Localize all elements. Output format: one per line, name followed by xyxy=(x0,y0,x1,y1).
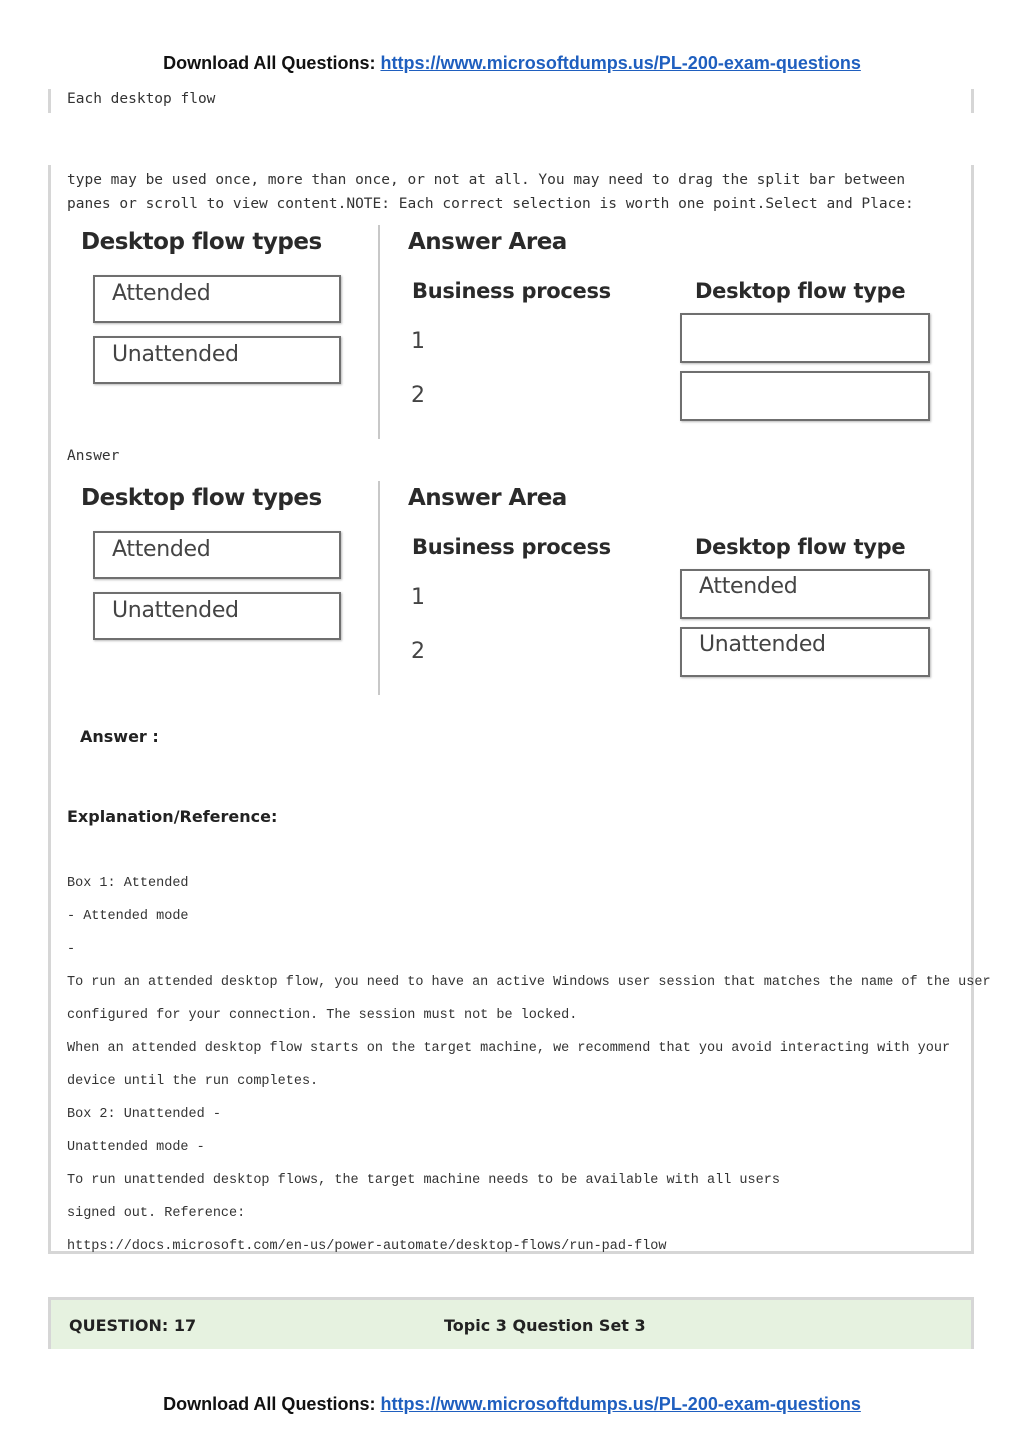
explanation-line: Unattended mode - xyxy=(67,1140,205,1155)
process-row-1: 1 xyxy=(411,585,425,610)
intro-line-2: panes or scroll to view content.NOTE: Each correct selection is worth one point.Select and Place: xyxy=(67,196,914,212)
explanation-line: - xyxy=(67,942,76,957)
split-bar[interactable] xyxy=(378,225,380,439)
split-bar xyxy=(378,481,380,695)
explanation-text xyxy=(67,867,991,1263)
process-row-2: 2 xyxy=(411,383,425,408)
answer-label: Answer : xyxy=(80,727,159,746)
footer-label: Download All Questions: xyxy=(163,1394,376,1414)
explanation-line: When an attended desktop flow starts on the target machine, we recommend that you avoid interacting with your xyxy=(67,1041,951,1056)
explanation-line: configured for your connection. The session must not be locked. xyxy=(67,1008,578,1023)
flow-types-title: Desktop flow types xyxy=(81,229,322,255)
question-fragment: Each desktop flow xyxy=(67,91,216,107)
business-process-header: Business process xyxy=(412,279,611,303)
intro-line-1: type may be used once, more than once, or not at all. You may need to drag the split bar between xyxy=(67,172,906,188)
explanation-line: To run unattended desktop flows, the target machine needs to be available with all users xyxy=(67,1173,780,1188)
answer-area-title: Answer Area xyxy=(408,229,567,255)
header-label: Download All Questions: xyxy=(163,53,376,73)
question-number: QUESTION: 17 xyxy=(69,1316,197,1335)
answer-box-2: Unattended xyxy=(680,627,930,677)
explanation-line: signed out. Reference: xyxy=(67,1206,246,1221)
drop-target-2[interactable] xyxy=(680,371,930,421)
answer-area-title: Answer Area xyxy=(408,485,567,511)
select-and-place-image xyxy=(75,225,945,441)
process-row-2: 2 xyxy=(411,639,425,664)
question-body-box xyxy=(48,165,991,1254)
footer-link[interactable]: https://www.microsoftdumps.us/PL-200-exam-questions xyxy=(380,1394,861,1414)
explanation-title: Explanation/Reference: xyxy=(67,807,278,826)
header-link[interactable]: https://www.microsoftdumps.us/PL-200-exam-questions xyxy=(380,53,861,73)
question-bar xyxy=(48,1297,974,1349)
business-process-header: Business process xyxy=(412,535,611,559)
question-topic: Topic 3 Question Set 3 xyxy=(444,1316,646,1335)
answer-plain-label: Answer xyxy=(67,448,120,464)
page-footer xyxy=(0,1394,1024,1415)
page-header xyxy=(0,53,1024,74)
reference-link[interactable]: https://docs.microsoft.com/en-us/power-automate/desktop-flows/run-pad-flow xyxy=(67,1239,667,1254)
option-attended[interactable]: Attended xyxy=(93,275,341,323)
question-fragment-box xyxy=(48,89,974,113)
flow-type-header: Desktop flow type xyxy=(695,279,906,303)
explanation-line: Box 2: Unattended - xyxy=(67,1107,221,1122)
option-unattended: Unattended xyxy=(93,592,341,640)
option-unattended[interactable]: Unattended xyxy=(93,336,341,384)
drop-target-1[interactable] xyxy=(680,313,930,363)
explanation-line: device until the run completes. xyxy=(67,1074,319,1089)
explanation-line: Box 1: Attended xyxy=(67,876,189,891)
explanation-line: To run an attended desktop flow, you need to have an active Windows user session that matches the name of the user xyxy=(67,975,991,990)
answer-image xyxy=(75,481,945,697)
question-intro xyxy=(67,168,957,216)
explanation-line: - Attended mode xyxy=(67,909,189,924)
process-row-1: 1 xyxy=(411,329,425,354)
option-attended: Attended xyxy=(93,531,341,579)
flow-types-title: Desktop flow types xyxy=(81,485,322,511)
answer-box-1: Attended xyxy=(680,569,930,619)
flow-type-header: Desktop flow type xyxy=(695,535,906,559)
